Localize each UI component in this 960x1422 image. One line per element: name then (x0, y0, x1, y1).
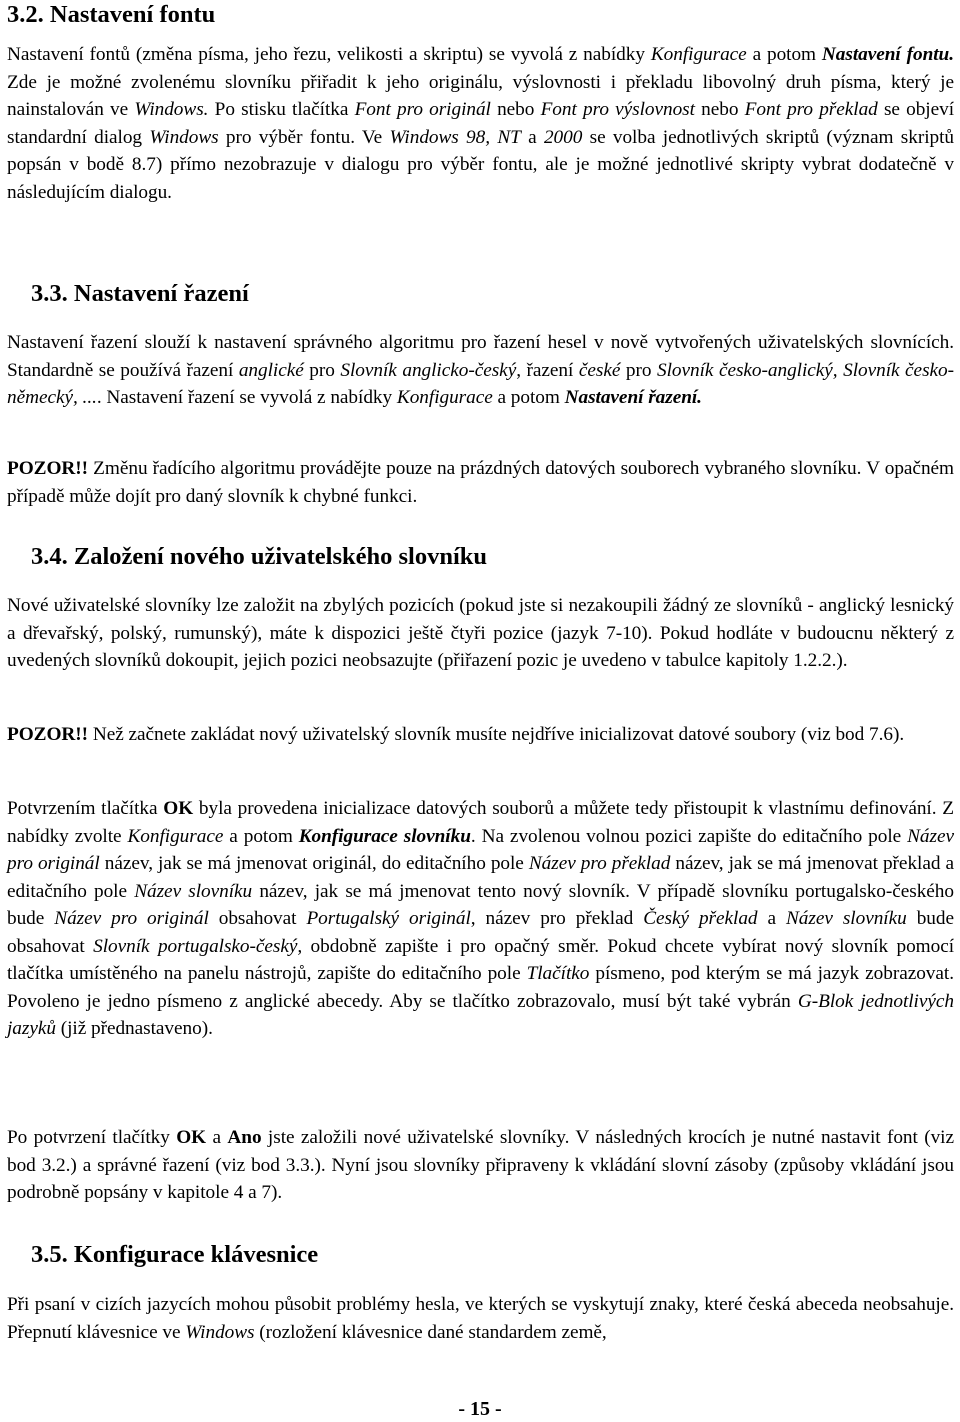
section-heading-3-5 (31, 1240, 318, 1270)
paragraph-new-dictionary-warning: POZOR!! Než začnete zakládat nový uživatelský slovník musíte nejdříve inicializovat datové soubory (viz bod 7.6). (7, 724, 905, 745)
section-number: 3.3. (31, 280, 68, 307)
paragraph-new-dictionary-confirm: Po potvrzení tlačítky OK a Ano jste založili nové uživatelské slovníky. V následných krocích je nutné nastavit font (viz bod 3.2.) a správné řazení (viz bod 3.3.). Nyní jsou slovníky připraveny k vkládání slovní zásoby (způsoby vkládání jsou podrobně popsány v kapitole 4 a 7). (7, 1127, 954, 1203)
paragraph-new-dictionary-intro: Nové uživatelské slovníky lze založit na zbylých pozicích (pokud jste si nezakoupili žádný ze slovníků - anglický lesnický a dřevařský, polský, rumunský), máte k dispozici ještě čtyři pozice (jazyk 7-10). Pokud hodláte v budoucnu některý z uvedených slovníků dokoupit, jejich pozici neobsazujte (přiřazení pozic je uvedeno v tabulce kapitoly 1.2.2.). (7, 595, 954, 671)
section-number: 3.2. (7, 1, 44, 28)
section-title: Nastavení řazení (73, 280, 249, 307)
paragraph-new-dictionary-steps: Potvrzením tlačítka OK byla provedena inicializace datových souborů a můžete tedy přistoupit k vlastnímu definování. Z nabídky zvolte Konfigurace a potom Konfigurace slovníku. Na zvolenou volnou pozici zapište do editačního pole Název pro originál název, jak se má jmenovat originál, do editačního pole Název pro překlad název, jak se má jmenovat překlad a editačního pole Název slovníku název, jak se má jmenovat tento nový slovník. V případě slovníku portugalsko-českého bude Název pro originál obsahovat Portugalský originál, název pro překlad Český překlad a Název slovníku bude obsahovat Slovník portugalsko-český, obdobně zapište i pro opačný směr. Pokud chcete vybírat nový slovník pomocí tlačítka umístěného na panelu nástrojů, zapište do editačního pole Tlačítko písmeno, pod kterým se má jazyk zobrazovat. Povoleno je jedno písmeno z anglické abecedy. Aby se tlačítko zobrazovalo, musí být také vybrán G-Blok jednotlivých jazyků (již přednastaveno). (7, 798, 955, 1039)
page-number: - 15 - (458, 1398, 502, 1420)
paragraph-font-settings: Nastavení fontů (změna písma, jeho řezu, velikosti a skriptu) se vyvolá z nabídky Konfigurace a potom Nastavení fontu. Zde je možné zvolenému slovníku přiřadit k jeho originálu, výslovnosti i překladu libovolný druh písma, který je nainstalován ve Windows. Po stisku tlačítka Font pro originál nebo Font pro výslovnost nebo Font pro překlad se objeví standardní dialog Windows pro výběr fontu. Ve Windows 98, NT a 2000 se volba jednotlivých skriptů (význam skriptů popsán v bodě 8.7) přímo nezobrazuje v dialogu pro výběr fontu, ale je možné jednotlivé skripty vybrat dodatečně v následujícím dialogu. (7, 44, 955, 203)
paragraph-sorting-settings: Nastavení řazení slouží k nastavení správného algoritmu pro řazení hesel v nově vytvořených uživatelských slovnících. Standardně se používá řazení anglické pro Slovník anglicko-český, řazení české pro Slovník česko-anglický, Slovník česko-německý, .... Nastavení řazení se vyvolá z nabídky Konfigurace a potom Nastavení řazení. (7, 332, 954, 408)
section-heading-3-2 (7, 0, 215, 30)
section-title: Nastavení fontu (49, 1, 216, 28)
section-title: Konfigurace klávesnice (73, 1241, 319, 1268)
section-title: Založení nového uživatelského slovníku (73, 543, 488, 570)
section-number: 3.5. (31, 1241, 68, 1268)
section-heading-3-4 (31, 542, 487, 572)
section-heading-3-3 (31, 279, 249, 309)
warning-label: POZOR!! (7, 724, 89, 745)
warning-label: POZOR!! (7, 458, 89, 479)
section-number: 3.4. (31, 543, 68, 570)
paragraph-sorting-warning: POZOR!! Změnu řadícího algoritmu provádějte pouze na prázdných datových souborech vybraného slovníku. V opačném případě může dojít pro daný slovník k chybné funkci. (7, 458, 954, 507)
paragraph-keyboard-config: Při psaní v cizích jazycích mohou působit problémy hesla, ve kterých se vyskytují znaky, které česká abeceda neobsahuje. Přepnutí klávesnice ve Windows (rozložení klávesnice dané standardem země, (7, 1294, 954, 1343)
